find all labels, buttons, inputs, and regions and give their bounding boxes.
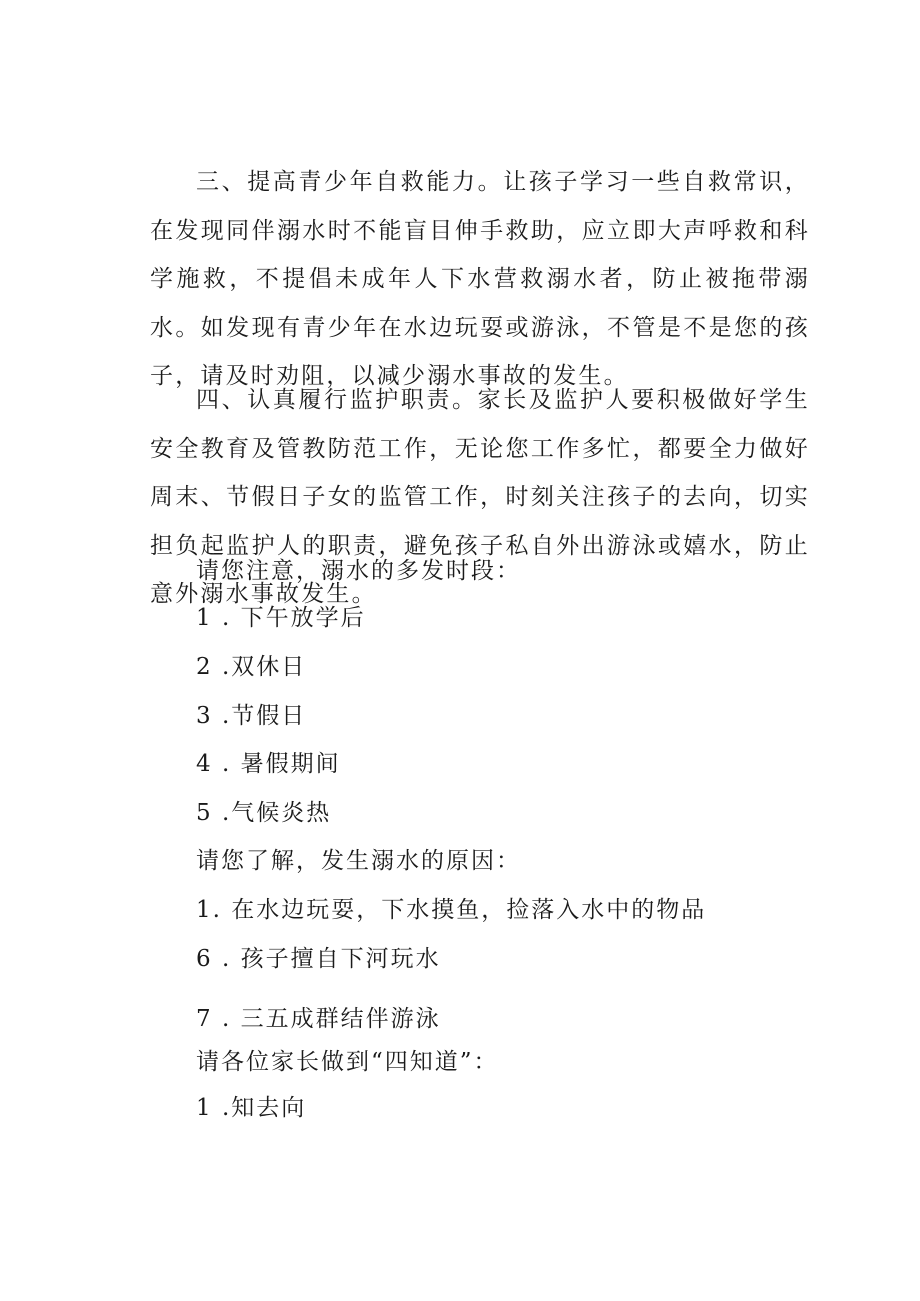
- causes-heading: 请您了解，发生溺水的原因：: [196, 848, 521, 874]
- paragraph-self-rescue: 三、提高青少年自救能力。让孩子学习一些自救常识，在发现同伴溺水时不能盲目伸手救助，应立即大声呼救和科学施救，不提倡未成年人下水营救溺水者，防止被拖带溺水。如发现有青少年在水边玩耍或游泳，不管是不是您的孩子，请及时劝阻，以减少溺水事故的发生。: [150, 169, 810, 389]
- time-item: 1 . 下午放学后: [196, 605, 366, 631]
- time-item: 5 .气候炎热: [196, 800, 332, 826]
- time-item: 3 .节假日: [196, 703, 307, 729]
- cause-item: 6 . 孩子擅自下河玩水: [196, 946, 441, 972]
- paragraph-guardian-duty: 四、认真履行监护职责。家长及监护人要积极做好学生安全教育及管教防范工作，无论您工作多忙，都要全力做好周末、节假日子女的监管工作，时刻关注孩子的去向，切实担负起监护人的职责，避免孩子私自外出游泳或嬉水，防止意外溺水事故发生。: [150, 387, 810, 607]
- know-heading: 请各位家长做到“四知道”：: [196, 1049, 499, 1075]
- cause-item: 7 . 三五成群结伴游泳: [196, 1006, 441, 1032]
- cause-item: 1. 在水边玩耍，下水摸鱼，捡落入水中的物品: [196, 897, 707, 923]
- know-item: 1 .知去向: [196, 1095, 307, 1121]
- time-item: 2 .双休日: [196, 654, 307, 680]
- time-item: 4 . 暑假期间: [196, 751, 341, 777]
- times-heading: 请您注意，溺水的多发时段：: [196, 558, 521, 584]
